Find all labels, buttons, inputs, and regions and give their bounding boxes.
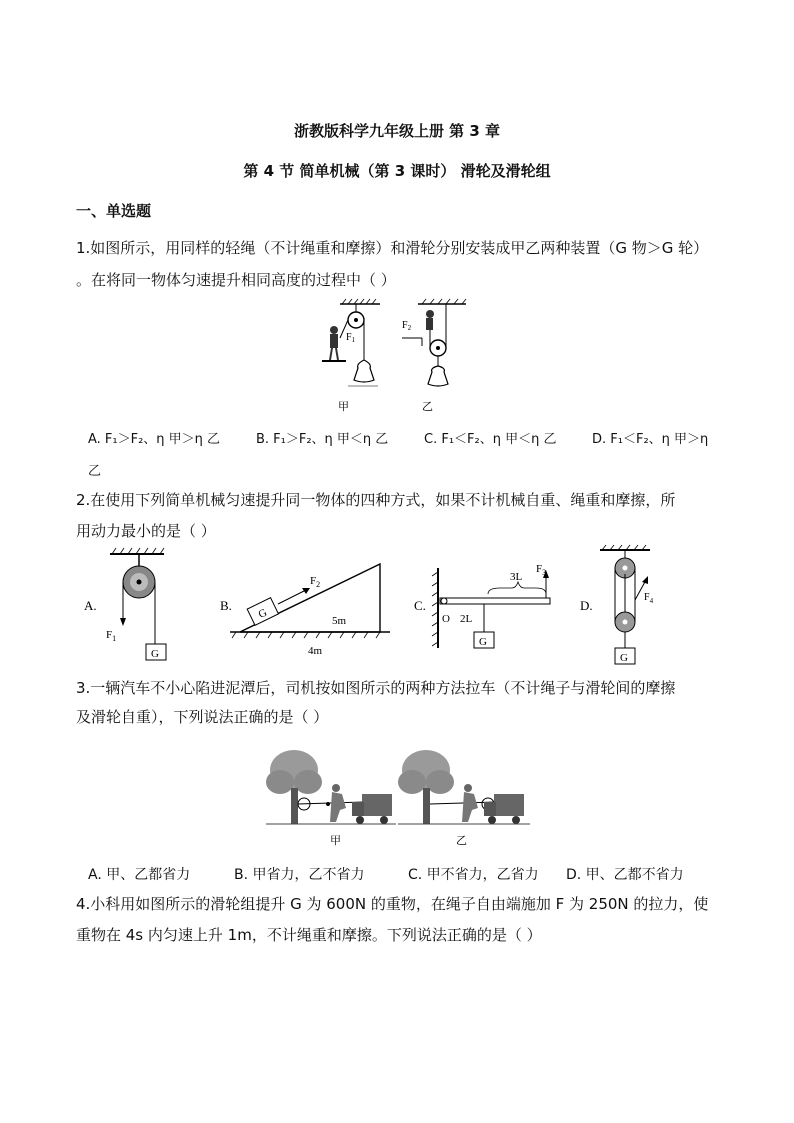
q2-c-f3: $F_3$ [536,563,547,577]
q2-c-3l: 3L [510,571,523,583]
q1-label-jia: 甲 [338,401,349,413]
q3-option-d[interactable]: D. 甲、乙都不省力 [566,867,684,883]
q1-label-yi: 乙 [422,401,433,413]
q1-option-b[interactable]: B. F₁＞F₂、η 甲＜η 乙 [256,432,389,447]
q2-figure [80,544,660,666]
q4-line-1: 4.小科用如图所示的滑轮组提升 G 为 600N 的重物，在绳子自由端施加 F 为 250N 的拉力，使 [76,895,709,913]
q3-option-b[interactable]: B. 甲省力，乙不省力 [234,867,365,883]
q3-option-c[interactable]: C. 甲不省力，乙省力 [408,867,539,883]
page-subtitle: 第 4 节 简单机械（第 3 课时） 滑轮及滑轮组 [243,162,551,180]
q2-line-1: 2.在使用下列简单机械匀速提升同一物体的四种方式，如果不计机械自重、绳重和摩擦，所 [76,491,676,509]
q2-a-g: G [151,648,159,660]
q2-a-f1: $F_1$ [106,629,117,643]
q3-line-1: 3.一辆汽车不小心陷进泥潭后，司机按如图所示的两种方法拉车（不计绳子与滑轮间的摩擦 [76,679,676,697]
q1-option-c[interactable]: C. F₁＜F₂、η 甲＜η 乙 [424,432,557,447]
q2-label-c: C. [414,598,426,613]
q2-d-f4: $F_4$ [644,592,654,605]
q2-b-f2: $F_2$ [310,575,321,589]
q1-label-f1: $F_1$ [346,332,356,344]
section-heading: 一、单选题 [76,202,152,220]
q2-c-o: O [442,613,450,625]
q2-label-d: D. [580,598,593,613]
q2-c-g: G [479,636,487,648]
q2-label-a: A. [84,598,97,613]
q2-b-4m: 4m [308,645,323,657]
q1-option-d-tail: 乙 [88,464,102,479]
q3-label-jia: 甲 [330,835,341,847]
q2-d-g: G [620,652,628,664]
q3-figure [264,748,534,850]
q1-option-d[interactable]: D. F₁＜F₂、η 甲＞η [592,432,709,447]
q3-label-yi: 乙 [456,835,467,847]
q3-option-a[interactable]: A. 甲、乙都省力 [88,867,191,883]
q2-b-g: G [256,606,269,621]
q2-c-2l: 2L [460,613,473,625]
q1-label-f2: $F_2$ [402,320,412,332]
q4-line-2: 重物在 4s 内匀速上升 1m，不计绳重和摩擦。下列说法正确的是（ ） [76,926,542,944]
q2-label-b: B. [220,598,232,613]
q1-figure [318,298,478,416]
q1-option-a[interactable]: A. F₁＞F₂、η 甲＞η 乙 [88,432,221,447]
q2-line-2: 用动力最小的是（ ） [76,522,216,540]
q3-line-2: 及滑轮自重），下列说法正确的是（ ） [76,708,329,726]
q2-b-5m: 5m [332,615,347,627]
page-title: 浙教版科学九年级上册 第 3 章 [293,122,501,140]
q1-line-2: 。在将同一物体匀速提升相同高度的过程中（ ） [76,271,396,289]
q1-line-1: 1.如图所示，用同样的轻绳（不计绳重和摩擦）和滑轮分别安装成甲乙两种装置（G 物＞G 轮） [76,239,709,257]
